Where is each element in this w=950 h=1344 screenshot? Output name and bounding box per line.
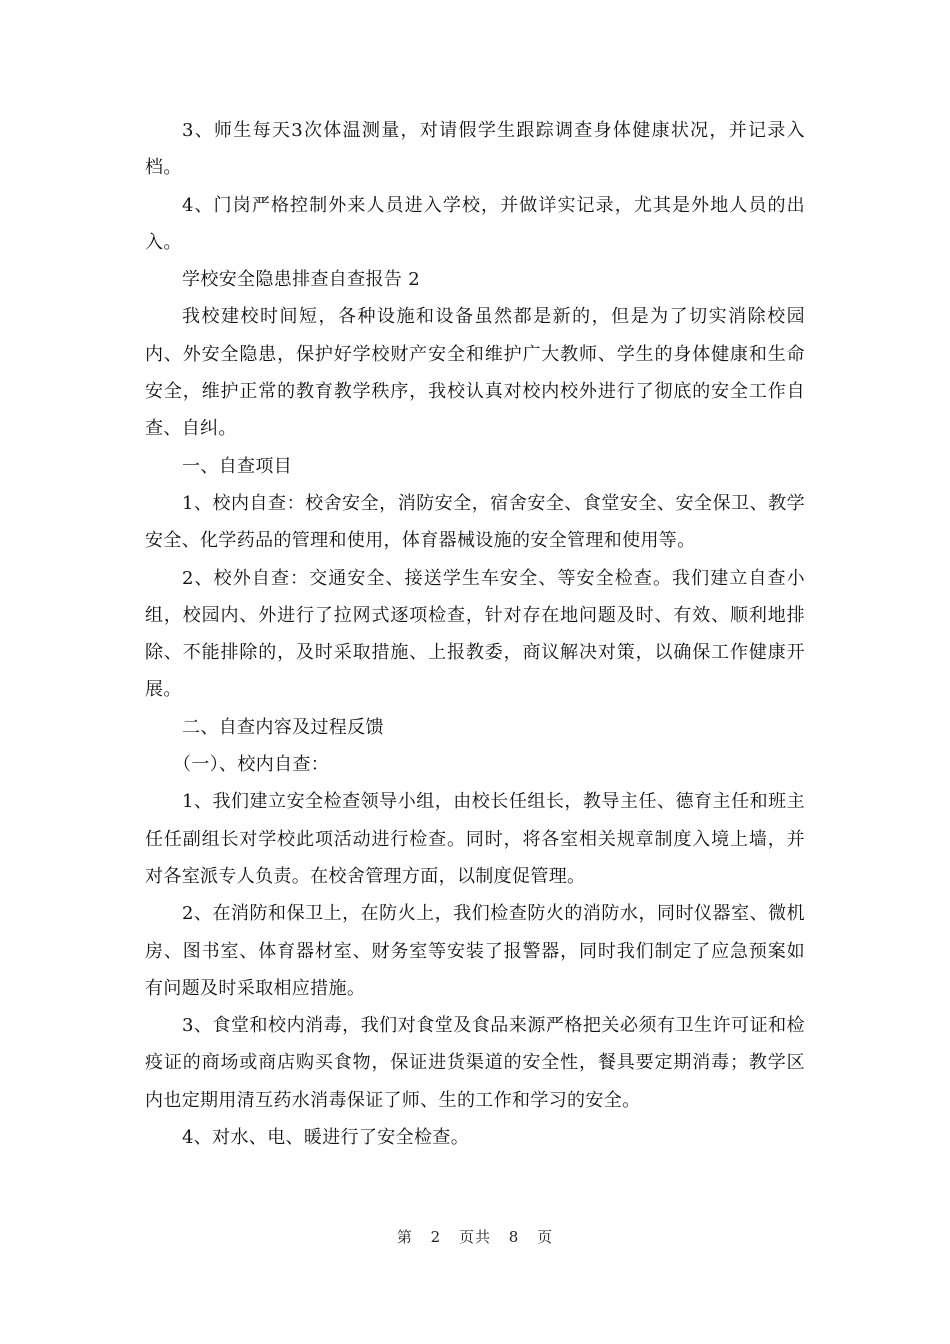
paragraph-external-check: 2、校外自查：交通安全、接送学生车安全、等安全检查。我们建立自查小组，校园内、外进行了拉网式逐项检查，针对存在地问题及时、有效、顺利地排除、不能排除的，及时采取措施、上报教委，商议解决对策，以确保工作健康开展。 [145,567,805,701]
section-heading-content-feedback: 二、自查内容及过程反馈 [182,716,384,738]
paragraph-utilities-check: 4、对水、电、暖进行了安全检查。 [182,1127,470,1149]
paragraph-gate-control: 4、门岗严格控制外来人员进入学校，并做详实记录，尤其是外地人员的出入。 [145,194,805,253]
footer-suffix: 页 [537,1228,554,1246]
paragraph-fire-security: 2、在消防和保卫上，在防火上，我们检查防火的消防水，同时仪器室、微机房、图书室、体育器材室、财务室等安装了报警器，同时我们制定了应急预案如有问题及时采取相应措施。 [145,903,805,999]
paragraph-internal-check: 1、校内自查：校舍安全，消防安全，宿舍安全、食堂安全、安全保卫、教学安全、化学药品的管理和使用，体育器械设施的安全管理和使用等。 [145,492,805,552]
footer-middle: 页共 [458,1228,491,1246]
footer-total-pages: 8 [508,1228,520,1246]
subsection-heading-internal: （一）、校内自查： [173,754,330,776]
paragraph-intro: 我校建校时间短，各种设施和设备虽然都是新的，但是为了切实消除校园内、外安全隐患，保护好学校财产安全和维护广大教师、学生的身体健康和生命安全，维护正常的教育教学秩序，我校认真对校内校外进行了彻底的安全工作自查、自纠。 [145,306,805,440]
paragraph-canteen-disinfection: 3、食堂和校内消毒，我们对食堂及食品来源严格把关必须有卫生许可证和检疫证的商场或商店购买食物，保证进货渠道的安全性，餐具要定期消毒；教学区内也定期用清互药水消毒保证了师、生的工作和学习的安全。 [145,1015,805,1111]
paragraph-leadership-group: 1、我们建立安全检查领导小组，由校长任组长，教导主任、德育主任和班主任任副组长对学校此项活动进行检查。同时，将各室相关规章制度入境上墙，并对各室派专人负责。在校舍管理方面，以制度促管理。 [145,791,805,887]
paragraph-temperature-check: 3、师生每天3次体温测量，对请假学生跟踪调查身体健康状况，并记录入档。 [145,120,805,179]
report-title: 学校安全隐患排查自查报告 2 [182,269,421,291]
section-heading-self-check-items: 一、自查项目 [182,455,293,477]
footer-page-number: 2 [430,1228,442,1246]
document-body [145,112,805,1156]
footer-prefix: 第 [396,1228,413,1246]
page-footer [0,1226,950,1247]
